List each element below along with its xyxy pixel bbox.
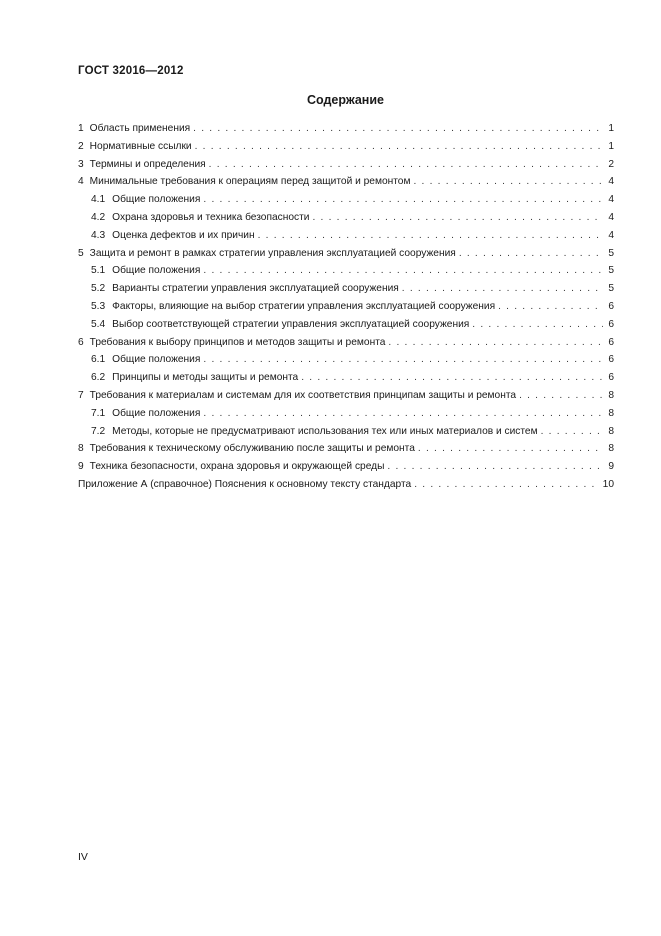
toc-dot-leader [203, 405, 603, 423]
toc-entry[interactable] [78, 334, 614, 352]
toc-entry-number: 5.4 [91, 318, 106, 330]
toc-entry[interactable] [78, 298, 614, 316]
toc-entry-page: 2 [608, 158, 614, 170]
toc-entry-label: Требования к выбору принципов и методов защиты и ремонта [89, 336, 386, 348]
toc-entry[interactable] [78, 316, 614, 334]
toc-entry-label: Охрана здоровья и техника безопасности [112, 211, 310, 223]
toc-entry[interactable] [78, 138, 614, 156]
page-number: IV [78, 851, 88, 863]
toc-entry-label: Выбор соответствующей стратегии управления эксплуатацией сооружения [112, 318, 470, 330]
toc-entry-page: 5 [608, 265, 614, 277]
toc-entry[interactable] [78, 227, 614, 245]
toc-entry-page: 1 [608, 123, 614, 134]
toc-entry-label: Защита и ремонт в рамках стратегии управления эксплуатацией сооружения [89, 247, 456, 259]
toc-entry-label: Нормативные ссылки [89, 140, 192, 152]
toc-entry-number: 7 [78, 389, 84, 401]
toc-entry-number: 6.1 [91, 354, 106, 366]
toc-entry-label: Приложение А (справочное) Пояснения к основному тексту стандарта [78, 478, 412, 490]
document-header: ГОСТ 32016—2012 [78, 65, 184, 77]
toc-entry[interactable] [78, 476, 614, 494]
toc-entry-page: 4 [608, 176, 614, 188]
toc-dot-leader [413, 173, 603, 191]
toc-entry-number: 6 [78, 336, 84, 348]
toc-entry-label: Методы, которые не предусматривают использования тех или иных материалов и систем [112, 425, 538, 437]
toc-entry-number: 5.1 [91, 265, 106, 277]
toc-entry[interactable] [78, 173, 614, 191]
toc-entry[interactable] [78, 458, 614, 476]
toc-entry[interactable] [78, 405, 614, 423]
toc-dot-leader [498, 298, 603, 316]
toc-entry-page: 6 [608, 372, 614, 384]
toc-entry-page: 6 [608, 300, 614, 312]
toc-entry-page: 6 [608, 318, 614, 330]
toc-entry-number: 5.3 [91, 300, 106, 312]
toc-entry-number: 4 [78, 176, 84, 188]
toc-dot-leader [193, 120, 603, 138]
toc-entry-page: 8 [608, 443, 614, 455]
toc-entry-number: 3 [78, 158, 84, 170]
toc-entry-label: Варианты стратегии управления эксплуатацией сооружения [112, 283, 399, 295]
toc-entry[interactable] [78, 120, 614, 138]
toc-entry-label: Техника безопасности, охрана здоровья и окружающей среды [89, 461, 385, 473]
toc-entry-label: Общие положения [112, 354, 201, 366]
toc-entry-label: Общие положения [112, 194, 201, 206]
toc-entry-number: 8 [78, 443, 84, 455]
toc-entry[interactable] [78, 280, 614, 298]
toc-dot-leader [301, 369, 603, 387]
toc-dot-leader [519, 387, 603, 405]
toc-entry-number: 5.2 [91, 283, 106, 295]
toc-dot-leader [541, 423, 603, 441]
toc-entry-number: 1 [78, 123, 84, 134]
toc-entry-page: 6 [608, 354, 614, 366]
toc-entry-page: 1 [608, 140, 614, 152]
toc-entry-page: 10 [602, 478, 614, 490]
toc-entry[interactable] [78, 191, 614, 209]
toc-dot-leader [414, 476, 599, 494]
toc-entry[interactable] [78, 423, 614, 441]
toc-entry-page: 5 [608, 247, 614, 259]
toc-entry[interactable] [78, 245, 614, 263]
toc-entry-label: Термины и определения [89, 158, 206, 170]
toc-dot-leader [209, 156, 603, 174]
toc-dot-leader [388, 334, 603, 352]
toc-entry-number: 5 [78, 247, 84, 259]
toc-entry[interactable] [78, 156, 614, 174]
toc-entry-number: 4.1 [91, 194, 106, 206]
toc-entry-page: 8 [608, 425, 614, 437]
toc-entry-number: 9 [78, 461, 84, 473]
toc-entry-page: 4 [608, 194, 614, 206]
toc-entry-page: 4 [608, 211, 614, 223]
toc-entry-number: 7.2 [91, 425, 106, 437]
toc-entry[interactable] [78, 351, 614, 369]
toc-entry[interactable] [78, 262, 614, 280]
toc-dot-leader [472, 316, 603, 334]
toc-dot-leader [195, 138, 603, 156]
toc-entry-label: Принципы и методы защиты и ремонта [112, 372, 299, 384]
toc-entry-page: 4 [608, 229, 614, 241]
toc-entry-page: 5 [608, 283, 614, 295]
toc-entry[interactable] [78, 387, 614, 405]
toc-dot-leader [203, 191, 603, 209]
toc-entry-number: 4.3 [91, 229, 106, 241]
toc-entry[interactable] [78, 440, 614, 458]
page-title: Содержание [306, 93, 384, 107]
toc-dot-leader [203, 262, 603, 280]
toc-entry-page: 8 [608, 407, 614, 419]
toc-entry[interactable] [78, 209, 614, 227]
toc-entry-label: Общие положения [112, 265, 201, 277]
toc-entry-page: 6 [608, 336, 614, 348]
toc-entry-label: Требования к техническому обслуживанию после защиты и ремонта [89, 443, 415, 455]
toc-entry-label: Требования к материалам и системам для их соответствия принципам защиты и ремонта [89, 389, 517, 401]
toc-entry-label: Общие положения [112, 407, 201, 419]
toc-dot-leader [402, 280, 603, 298]
toc-entry-number: 2 [78, 140, 84, 152]
toc-entry-number: 6.2 [91, 372, 106, 384]
table-of-contents [78, 120, 614, 494]
toc-dot-leader [387, 458, 603, 476]
toc-dot-leader [459, 245, 603, 263]
toc-dot-leader [258, 227, 603, 245]
toc-entry-label: Область применения [89, 123, 191, 134]
toc-dot-leader [203, 351, 603, 369]
toc-entry-label: Оценка дефектов и их причин [112, 229, 255, 241]
toc-entry-number: 7.1 [91, 407, 106, 419]
toc-dot-leader [313, 209, 604, 227]
toc-entry-page: 8 [608, 389, 614, 401]
toc-dot-leader [418, 440, 603, 458]
toc-entry-label: Факторы, влияющие на выбор стратегии управления эксплуатацией сооружения [112, 300, 496, 312]
toc-entry-label: Минимальные требования к операциям перед защитой и ремонтом [89, 176, 411, 188]
toc-entry[interactable] [78, 369, 614, 387]
toc-entry-page: 9 [608, 461, 614, 473]
toc-entry-number: 4.2 [91, 211, 106, 223]
